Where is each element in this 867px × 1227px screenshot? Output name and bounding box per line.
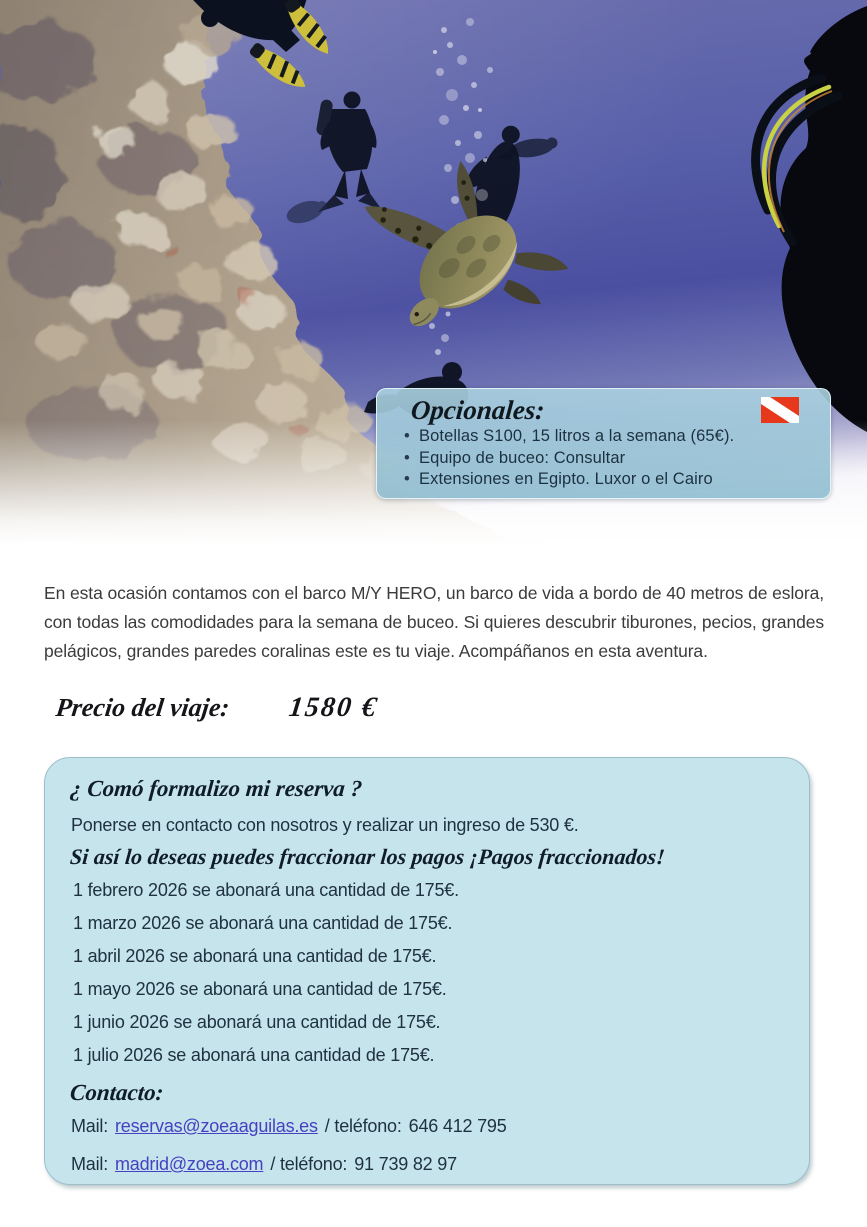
installments-title: Si así lo deseas puedes fraccionar los pagos ¡Pagos fraccionados! (69, 844, 666, 869)
price-label: Precio del viaje: (54, 693, 232, 722)
installment-row: 1 marzo 2026 se abonará una cantidad de 175€. (73, 913, 453, 933)
installment-row: 1 junio 2026 se abonará una cantidad de 175€. (73, 1012, 441, 1032)
bullet-icon: • (404, 470, 410, 488)
price-value: 1580 € (287, 692, 381, 723)
optional-box (376, 388, 831, 499)
reservation-box (44, 757, 810, 1185)
optional-item (395, 448, 816, 470)
reservation-title: ¿ Comó formalizo mi reserva ? (69, 776, 364, 801)
underwater-photo (0, 0, 867, 545)
reservation-intro: Ponerse en contacto con nosotros y realizar un ingreso de 530 €. (71, 815, 579, 835)
mail-label: Mail: (71, 1154, 109, 1174)
installment-row: 1 julio 2026 se abonará una cantidad de 175€. (73, 1045, 435, 1065)
contact-row (71, 1153, 783, 1175)
installment-row: 1 mayo 2026 se abonará una cantidad de 175€. (73, 979, 447, 999)
diver-down-flag-icon (761, 397, 799, 423)
email-link-reservas[interactable]: reservas@zoeaaguilas.es (115, 1116, 318, 1136)
optional-item-text: Equipo de buceo: Consultar (419, 448, 626, 467)
optional-item-text: Extensiones en Egipto. Luxor o el Cairo (419, 470, 713, 488)
contact-title: Contacto: (69, 1080, 165, 1105)
contact-row (71, 1115, 783, 1137)
installment-row: 1 febrero 2026 se abonará una cantidad de 175€. (73, 880, 459, 900)
email-link-madrid[interactable]: madrid@zoea.com (115, 1154, 264, 1174)
price-line (54, 692, 381, 724)
optional-item (395, 469, 816, 491)
installment-row: 1 abril 2026 se abonará una cantidad de 175€. (73, 946, 437, 966)
phone-label: / teléfono: (270, 1154, 348, 1174)
phone-label: / teléfono: (324, 1116, 402, 1136)
mail-label: Mail: (71, 1116, 109, 1136)
bullet-icon: • (404, 448, 410, 467)
phone-number: 646 412 795 (408, 1116, 507, 1136)
optional-item (395, 426, 816, 448)
intro-paragraph: En esta ocasión contamos con el barco M/Y HERO, un barco de vida a bordo de 40 metros de eslora, con todas las comodidades para la semana de buceo. Si quieres descubrir tiburones, pecios, grandes pelágicos, grandes paredes coralinas este es tu viaje. Acompáñanos en esta aventura. (44, 582, 824, 661)
phone-number: 91 739 82 97 (354, 1154, 457, 1174)
optional-item-text: Botellas S100, 15 litros a la semana (65€). (419, 427, 735, 445)
bullet-icon: • (404, 427, 410, 445)
optional-box-title: Opcionales: (409, 395, 546, 425)
